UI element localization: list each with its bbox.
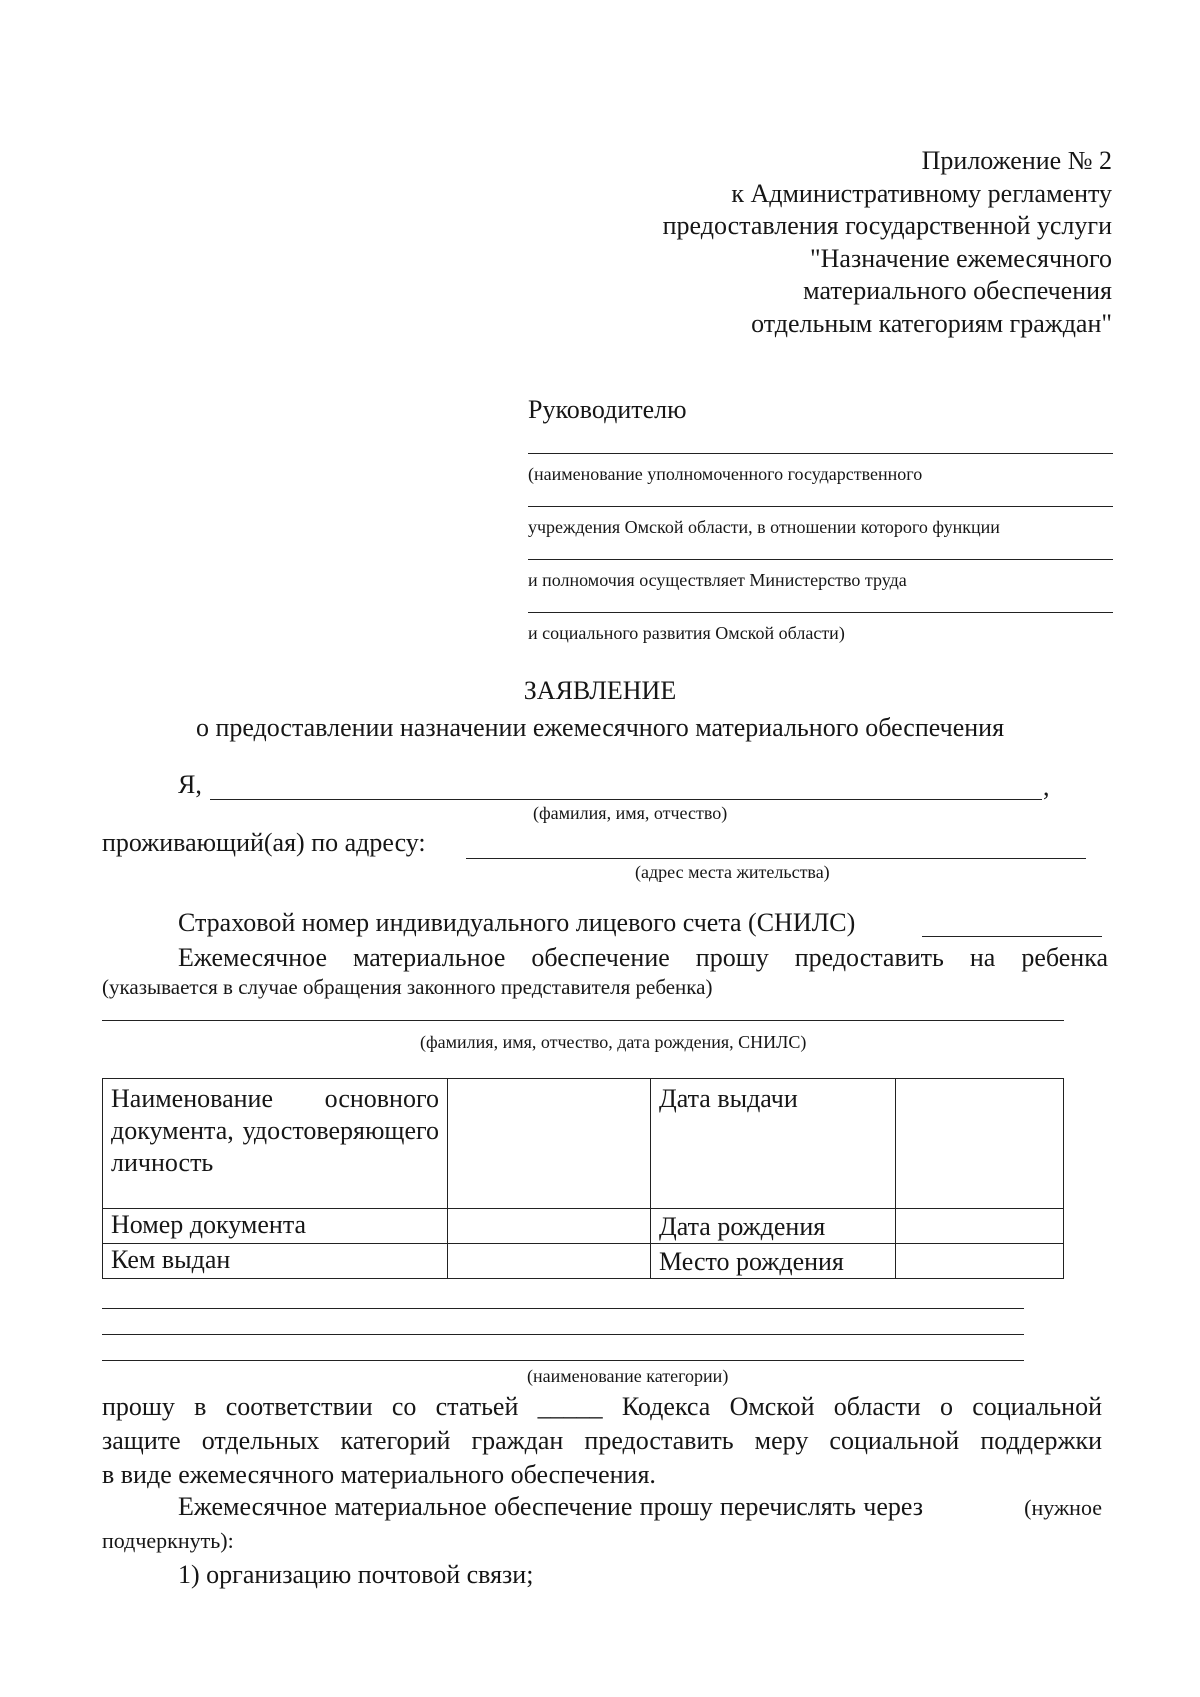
annex-line: отдельным категориям граждан" [751,308,1112,338]
child-hint: (фамилия, имя, отчество, дата рождения, СНИЛС) [420,1032,807,1052]
request-line: в виде ежемесячного материального обеспечения. [102,1460,656,1489]
table-row [103,1079,1064,1209]
recipient-block [528,395,1113,655]
request-line: защите отдельных категорий граждан предоставить меру социальной поддержки [102,1426,1102,1455]
table-row [103,1244,1064,1279]
annex-line: предоставления государственной услуги [662,211,1112,240]
child-note: (указывается в случае обращения законного представителя ребенка) [102,975,713,999]
recipient-note: (наименование уполномоченного государственного [528,464,923,484]
child-info-field[interactable] [102,1010,1064,1021]
doc-number-label-cell [103,1209,448,1244]
name-hint: (фамилия, имя, отчество) [533,803,728,823]
annex-line: Приложение № 2 [921,146,1112,175]
request-line: прошу в соответствии со статьей _____ Кодекса Омской области о социальной [102,1392,1102,1421]
annex-line: материального обеспечения [803,276,1112,305]
issue-date-label-cell [651,1079,896,1209]
payment-option-post[interactable]: 1) организацию почтовой связи; [178,1560,534,1589]
statement-subtitle: о предоставлении назначении ежемесячного материального обеспечения [195,713,1005,742]
address-label: проживающий(ая) по адресу: [102,828,426,857]
name-prefix: Я, [178,770,202,799]
name-suffix: , [1043,772,1050,801]
table-row [103,1209,1064,1244]
issued-by-label-cell [103,1244,448,1279]
payment-line-main: Ежемесячное материальное обеспечение прошу перечислять через [178,1492,923,1521]
doc-number-label: Номер документа [111,1210,307,1239]
address-field[interactable] [466,834,1086,859]
snils-field[interactable] [922,912,1102,937]
birth-place-label: Место рождения [659,1247,844,1276]
id-doc-value-cell[interactable] [448,1079,651,1209]
identity-document-table [102,1078,1064,1279]
category-field-line[interactable] [102,1340,1024,1361]
issue-date-value-cell[interactable] [896,1079,1064,1209]
annex-line: к Административному регламенту [731,178,1112,208]
category-field-line[interactable] [102,1314,1024,1335]
birth-place-value-cell[interactable] [896,1244,1064,1279]
payment-line-cont: подчеркнуть): [102,1528,234,1553]
recipient-fill-line[interactable] [528,602,1113,613]
id-doc-label-cell [103,1079,448,1209]
issued-by-label: Кем выдан [111,1245,231,1274]
annex-header [663,145,1112,340]
statement-title: ЗАЯВЛЕНИЕ [523,676,677,705]
payment-line-note: (нужное [1024,1495,1102,1520]
recipient-note: учреждения Омской области, в отношении которого функции [528,517,1000,537]
recipient-note: и социального развития Омской области) [528,623,845,643]
birth-place-label-cell [651,1244,896,1279]
request-paragraph [102,1390,1102,1492]
birth-date-value-cell[interactable] [896,1209,1064,1244]
payment-line [178,1492,1102,1522]
recipient-note: и полномочия осуществляет Министерство труда [528,570,907,590]
annex-line: "Назначение ежемесячного [810,243,1112,273]
doc-number-value-cell[interactable] [448,1209,651,1244]
address-hint: (адрес места жительства) [635,862,830,882]
child-request-line: Ежемесячное материальное обеспечение прошу предоставить на ребенка [178,943,1108,972]
birth-date-label: Дата рождения [659,1212,826,1241]
recipient-fill-line[interactable] [528,549,1113,560]
recipient-title: Руководителю [528,395,687,424]
category-hint: (наименование категории) [527,1366,729,1386]
birth-date-label-cell [651,1209,896,1244]
issued-by-value-cell[interactable] [448,1244,651,1279]
full-name-field[interactable] [210,775,1042,800]
recipient-fill-line[interactable] [528,496,1113,507]
snils-label: Страховой номер индивидуального лицевого счета (СНИЛС) [178,908,856,937]
category-field-line[interactable] [102,1288,1024,1309]
issue-date-label: Дата выдачи [659,1084,798,1113]
recipient-fill-line[interactable] [528,443,1113,454]
id-doc-label: Наименование основного документа, удостоверяющего личность [111,1084,439,1177]
